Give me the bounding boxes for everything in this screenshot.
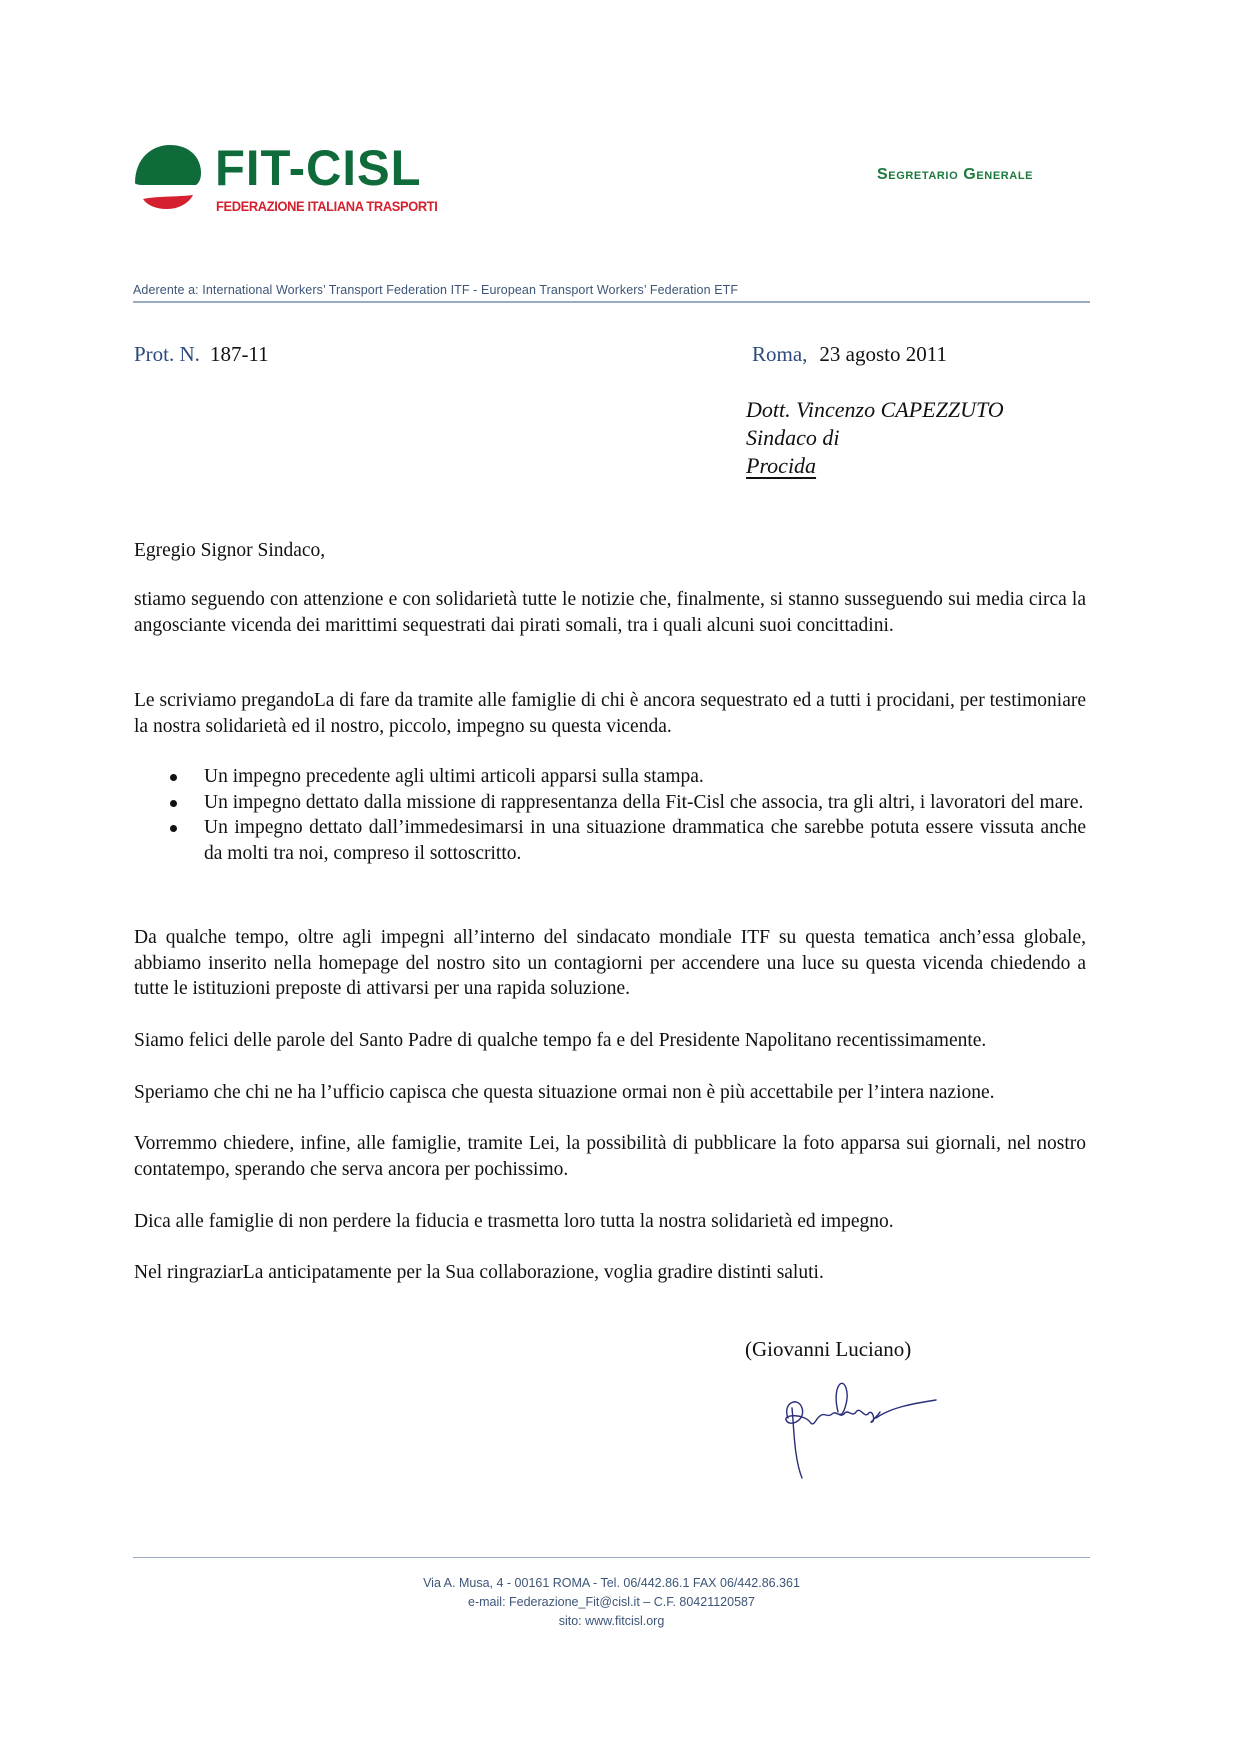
paragraph-3: Da qualche tempo, oltre agli impegni all’interno del sindacato mondiale ITF su questa tematica anch’essa globale, abbiamo inserito nella homepage del nostro sito un contagiorni per accendere una luce su questa vicenda chiedendo a tutte le istituzioni preposte di attivarsi per una rapida soluzione. <box>134 927 1086 999</box>
sender-role: Segretario Generale <box>877 166 1034 183</box>
protocol-value: 187-11 <box>209 342 269 366</box>
paragraph-4: Siamo felici delle parole del Santo Padre di qualche tempo fa e del Presidente Napolitano recentissimamente. <box>134 1030 987 1051</box>
logo-subtitle: FEDERAZIONE ITALIANA TRASPORTI <box>216 198 438 214</box>
date-value: 23 agosto 2011 <box>819 342 947 366</box>
footer-address: Via A. Musa, 4 - 00161 ROMA - Tel. 06/442.86.1 FAX 06/442.86.361 <box>423 1576 800 1590</box>
letter-date <box>752 342 947 367</box>
list-item: Un impegno dettato dalla missione di rappresentanza della Fit-Cisl che associa, tra gli altri, i lavoratori del mare. <box>134 790 1086 816</box>
paragraph-1: stiamo seguendo con attenzione e con solidarietà tutte le notizie che, finalmente, si stanno susseguendo sui media circa la angosciante vicenda dei marittimi sequestrati dai pirati somali, tra i quali alcuni suoi concittadini. <box>134 589 1086 636</box>
signatory-name: (Giovanni Luciano) <box>745 1337 912 1361</box>
paragraph-2: Le scriviamo pregandoLa di fare da tramite alle famiglie di chi è ancora sequestrato ed a tutti i procidani, per testimoniare la nostra solidarietà ed il nostro, piccolo, impegno su questa vicenda. <box>134 690 1086 737</box>
paragraph-5: Speriamo che chi ne ha l’ufficio capisca che questa situazione ormai non è più accettabile per l’intera nazione. <box>134 1082 995 1103</box>
recipient-title: Sindaco di <box>746 425 840 450</box>
paragraph-8: Nel ringraziarLa anticipatamente per la Sua collaborazione, voglia gradire distinti saluti. <box>134 1262 824 1283</box>
protocol-label: Prot. N. <box>134 342 200 366</box>
footer-contact <box>133 1574 1090 1631</box>
bullet-icon <box>170 800 177 807</box>
fit-cisl-logo-icon <box>133 143 203 213</box>
logo-title: FIT-CISL <box>215 140 422 196</box>
protocol-number <box>134 342 269 367</box>
footer-website: sito: www.fitcisl.org <box>558 1614 665 1628</box>
footer-email: e-mail: Federazione_Fit@cisl.it – C.F. 80421120587 <box>468 1595 755 1609</box>
list-item: Un impegno precedente agli ultimi articoli apparsi sulla stampa. <box>134 764 1086 790</box>
bullet-icon <box>170 825 177 832</box>
place-label: Roma, <box>752 342 808 366</box>
header-divider <box>133 301 1090 303</box>
recipient-city: Procida <box>746 453 817 478</box>
recipient-block <box>746 396 1004 480</box>
list-item: Un impegno dettato dall’immedesimarsi in una situazione drammatica che sarebbe potuta essere vissuta anche da molti tra noi, compreso il sottoscritto. <box>134 815 1086 866</box>
greeting: Egregio Signor Sindaco, <box>134 540 326 561</box>
handwritten-signature-icon <box>780 1378 940 1483</box>
footer-divider <box>133 1557 1090 1558</box>
bullet-icon <box>170 774 177 781</box>
paragraph-6: Vorremmo chiedere, infine, alle famiglie, tramite Lei, la possibilità di pubblicare la foto apparsa sui giornali, nel nostro contatempo, sperando che serva ancora per pochissimo. <box>134 1133 1086 1180</box>
commitment-list <box>134 764 1086 866</box>
affiliation-line: Aderente a: International Workers’ Transport Federation ITF - European Transport Workers’ Federation ETF <box>133 283 739 297</box>
recipient-name: Dott. Vincenzo CAPEZZUTO <box>746 397 1004 422</box>
paragraph-7: Dica alle famiglie di non perdere la fiducia e trasmetta loro tutta la nostra solidarietà ed impegno. <box>134 1211 894 1232</box>
